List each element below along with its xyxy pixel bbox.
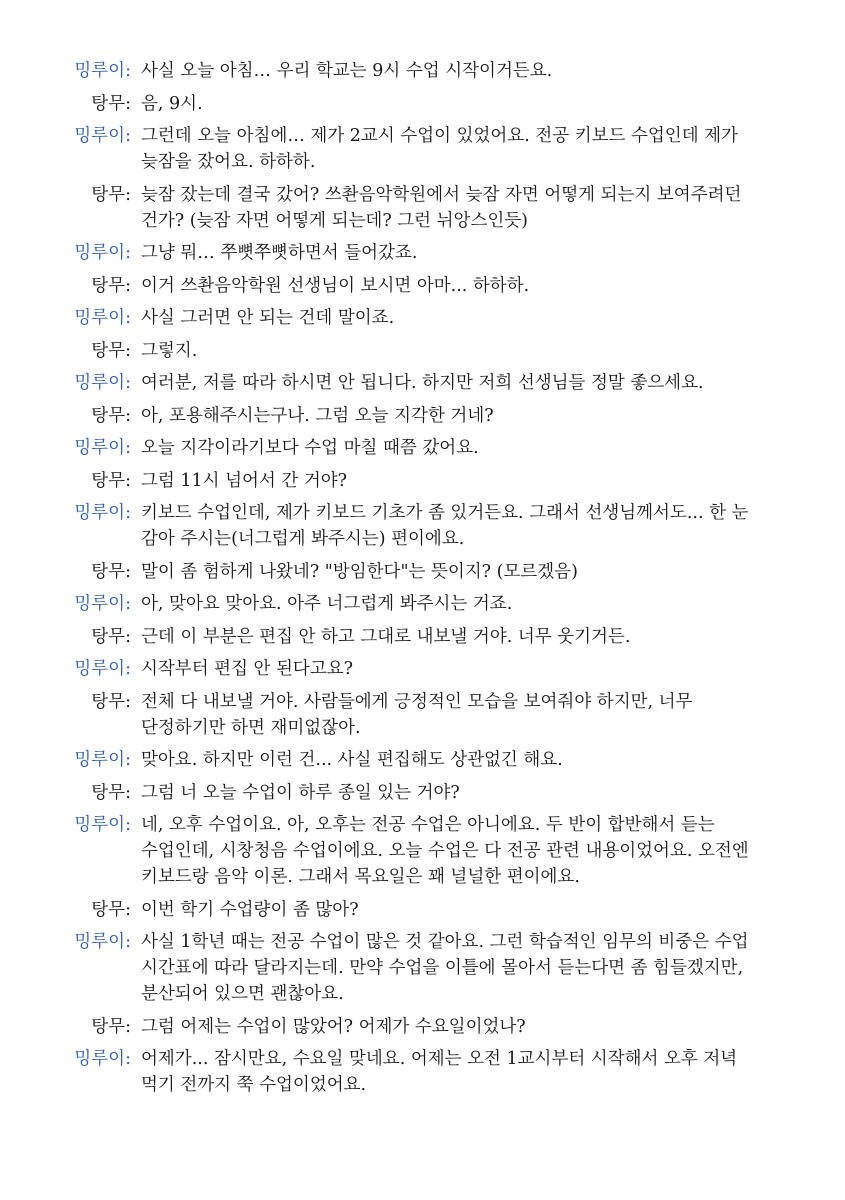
- speech-text: 그럼 11시 넘어서 간 거야?: [141, 470, 348, 491]
- dialogue-line-1: [0, 58, 845, 84]
- speaker-label: 밍루이:: [74, 659, 131, 679]
- dialogue-line-19: [0, 747, 845, 773]
- dialogue-line-18: [0, 689, 845, 741]
- speech-text: 어제가... 잠시만요, 수요일 맞네요. 어제는 오전 1교시부터 시작해서 오후 저녁 먹기 전까지 쭉 수업이었어요.: [141, 1049, 738, 1095]
- speech-text: 키보드 수업인데, 제가 키보드 기초가 좀 있거든요. 그래서 선생님께서도... 한 눈 감아 주시는(너그럽게 봐주시는) 편이에요.: [141, 503, 749, 549]
- dialogue-line-22: [0, 897, 845, 923]
- speech-text: 아, 맞아요 맞아요. 아주 너그럽게 봐주시는 거죠.: [141, 594, 513, 614]
- speech-text: 그냥 뭐… 쭈뼛쭈뼛하면서 들어갔죠.: [141, 243, 418, 263]
- transcript: [0, 58, 845, 1105]
- dialogue-line-12: [0, 468, 845, 494]
- speaker-label: 탕무:: [91, 405, 131, 426]
- speech-text: 사실 1학년 때는 전공 수업이 많은 것 같아요. 그런 학습적인 임무의 비중은 수업 시간표에 따라 달라지는데. 만약 수업을 이틀에 몰아서 듣는다면 좀 힘들겠지만, 분산되어 있으면 괜찮아요.: [141, 932, 749, 1004]
- speech-text: 음, 9시.: [141, 93, 203, 114]
- speech-text: 그런데 오늘 아침에… 제가 2교시 수업이 있었어요. 전공 키보드 수업인데 제가 늦잠을 잤어요. 하하하.: [141, 126, 738, 172]
- speech-text: 이번 학기 수업량이 좀 많아?: [141, 899, 359, 920]
- speaker-label: 탕무:: [91, 626, 131, 647]
- dialogue-line-6: [0, 273, 845, 299]
- speech-text: 그렇지.: [141, 340, 198, 361]
- speaker-label: 밍루이:: [74, 373, 131, 393]
- dialogue-line-2: [0, 91, 845, 117]
- dialogue-line-21: [0, 812, 845, 890]
- dialogue-line-3: [0, 123, 845, 175]
- speaker-label: 탕무:: [91, 93, 131, 114]
- speaker-label: 밍루이:: [74, 503, 131, 523]
- speech-text: 사실 그러면 안 되는 건데 말이죠.: [141, 308, 395, 328]
- dialogue-line-23: [0, 929, 845, 1007]
- speaker-label: 밍루이:: [74, 1049, 131, 1069]
- dialogue-line-11: [0, 435, 845, 461]
- dialogue-line-16: [0, 624, 845, 650]
- speech-text: 맞아요. 하지만 이런 건... 사실 편집해도 상관없긴 해요.: [141, 750, 563, 770]
- dialogue-line-15: [0, 591, 845, 617]
- speech-text: 그럼 어제는 수업이 많았어? 어제가 수요일이었나?: [141, 1016, 526, 1037]
- speech-text: 그럼 너 오늘 수업이 하루 종일 있는 거야?: [141, 782, 460, 803]
- speech-text: 사실 오늘 아침… 우리 학교는 9시 수업 시작이거든요.: [141, 61, 553, 81]
- speaker-label: 탕무:: [91, 340, 131, 361]
- speaker-label: 밍루이:: [74, 308, 131, 328]
- speech-text: 네, 오후 수업이요. 아, 오후는 전공 수업은 아니에요. 두 반이 합반해서 듣는 수업인데, 시창청음 수업이에요. 오늘 수업은 다 전공 관련 내용이었어요. 오전엔 키보드랑 음악 이론. 그래서 목요일은 꽤 널널한 편이에요.: [141, 815, 749, 887]
- speaker-label: 밍루이:: [74, 750, 131, 770]
- speech-text: 여러분, 저를 따라 하시면 안 됩니다. 하지만 저희 선생님들 정말 좋으세요.: [141, 373, 704, 393]
- speech-text: 오늘 지각이라기보다 수업 마칠 때쯤 갔어요.: [141, 438, 479, 458]
- speaker-label: 탕무:: [91, 691, 131, 712]
- speaker-label: 탕무:: [91, 1016, 131, 1037]
- dialogue-line-17: [0, 656, 845, 682]
- dialogue-line-25: [0, 1046, 845, 1098]
- speech-text: 아, 포용해주시는구나. 그럼 오늘 지각한 거네?: [141, 405, 494, 426]
- dialogue-line-5: [0, 240, 845, 266]
- speaker-label: 밍루이:: [74, 61, 131, 81]
- speaker-label: 밍루이:: [74, 594, 131, 614]
- dialogue-line-9: [0, 370, 845, 396]
- speech-text: 근데 이 부분은 편집 안 하고 그대로 내보낼 거야. 너무 웃기거든.: [141, 626, 631, 647]
- dialogue-line-20: [0, 780, 845, 806]
- speaker-label: 탕무:: [91, 275, 131, 296]
- speech-text: 이거 쓰촨음악학원 선생님이 보시면 아마... 하하하.: [141, 275, 530, 296]
- dialogue-line-8: [0, 338, 845, 364]
- dialogue-line-4: [0, 182, 845, 234]
- speaker-label: 탕무:: [91, 561, 131, 582]
- speaker-label: 밍루이:: [74, 126, 131, 146]
- speech-text: 시작부터 편집 안 된다고요?: [141, 659, 354, 679]
- speaker-label: 밍루이:: [74, 815, 131, 835]
- dialogue-line-14: [0, 559, 845, 585]
- speaker-label: 밍루이:: [74, 438, 131, 458]
- dialogue-line-13: [0, 500, 845, 552]
- speech-text: 전체 다 내보낼 거야. 사람들에게 긍정적인 모습을 보여줘야 하지만, 너무 단정하기만 하면 재미없잖아.: [141, 691, 693, 738]
- dialogue-line-7: [0, 305, 845, 331]
- speaker-label: 밍루이:: [74, 243, 131, 263]
- speech-text: 말이 좀 험하게 나왔네? "방임한다"는 뜻이지? (모르겠음): [141, 561, 578, 582]
- speaker-label: 탕무:: [91, 782, 131, 803]
- speaker-label: 탕무:: [91, 470, 131, 491]
- speaker-label: 밍루이:: [74, 932, 131, 952]
- speaker-label: 탕무:: [91, 899, 131, 920]
- speaker-label: 탕무:: [91, 184, 131, 205]
- speech-text: 늦잠 잤는데 결국 갔어? 쓰촨음악학원에서 늦잠 자면 어떻게 되는지 보여주려던 건가? (늦잠 자면 어떻게 되는데? 그런 뉘앙스인듯): [141, 184, 742, 231]
- dialogue-line-10: [0, 403, 845, 429]
- dialogue-line-24: [0, 1014, 845, 1040]
